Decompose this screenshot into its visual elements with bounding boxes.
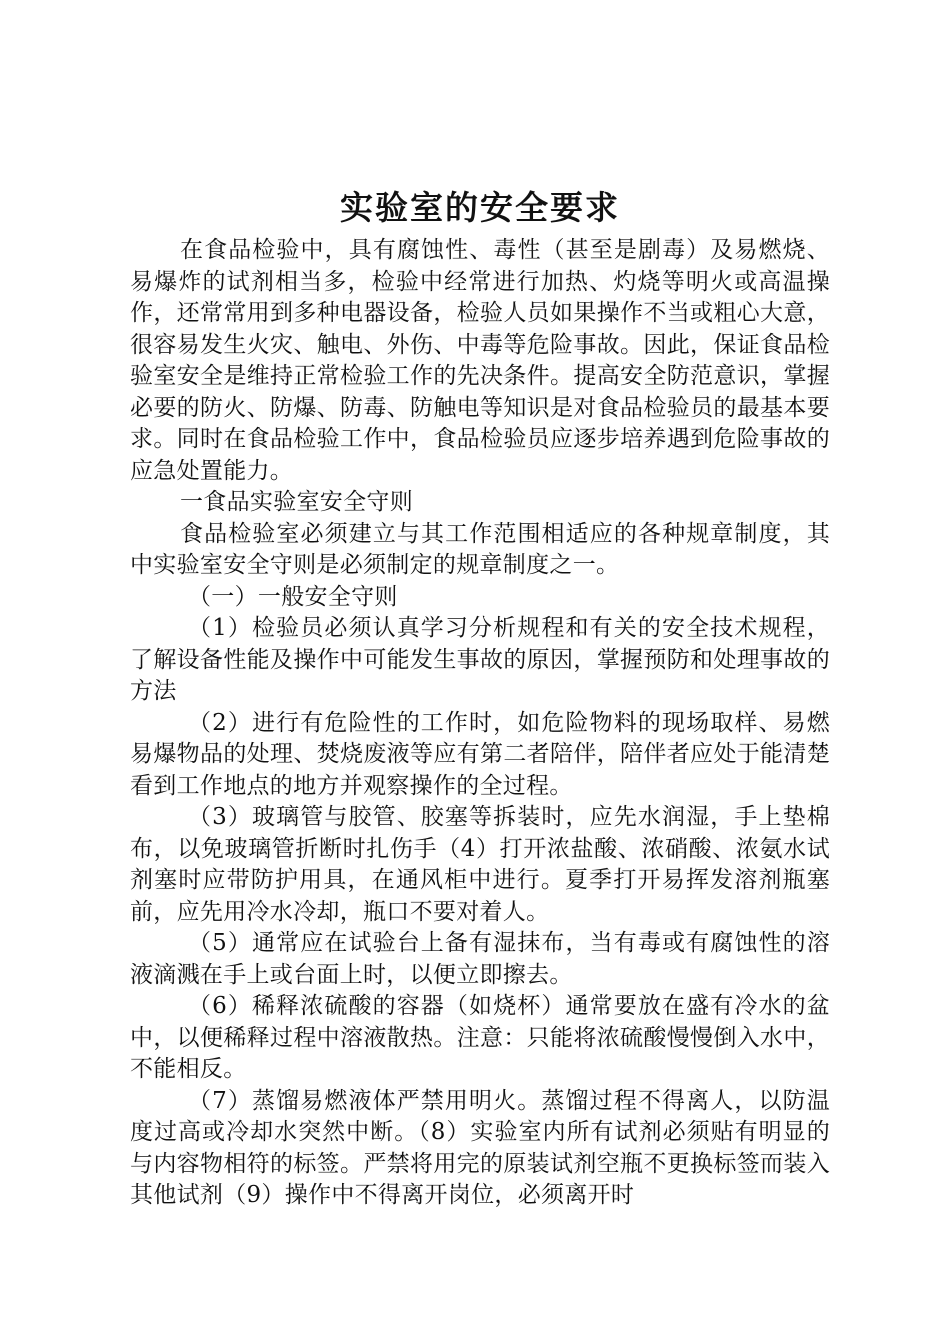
document-body — [130, 235, 830, 1212]
section-paragraph: 食品检验室必须建立与其工作范围相适应的各种规章制度，其中实验室安全守则是必须制定的规章制度之一。 — [130, 520, 830, 578]
rule-item-7-9: （7）蒸馏易燃液体严禁用明火。蒸馏过程不得离人，以防温度过高或冷却水突然中断。（8）实验室内所有试剂必须贴有明显的与内容物相符的标签。严禁将用完的原装试剂空瓶不更换标签而装入其他试剂（9）操作中不得离开岗位，必须离开时 — [130, 1087, 830, 1208]
intro-paragraph: 在食品检验中，具有腐蚀性、毒性（甚至是剧毒）及易燃烧、易爆炸的试剂相当多，检验中经常进行加热、灼烧等明火或高温操作，还常常用到多种电器设备，检验人员如果操作不当或粗心大意，很容易发生火灾、触电、外伤、中毒等危险事故。因此，保证食品检验室安全是维持正常检验工作的先决条件。提高安全防范意识，掌握必要的防火、防爆、防毒、防触电等知识是对食品检验员的最基本要求。同时在食品检验工作中，食品检验员应逐步培养遇到危险事故的应急处置能力。 — [130, 237, 830, 484]
document-title: 实验室的安全要求 — [340, 188, 620, 227]
section-heading: 一食品实验室安全守则 — [180, 489, 413, 515]
rule-item-3-4: （3）玻璃管与胶管、胶塞等拆装时，应先水润湿，手上垫棉布，以免玻璃管折断时扎伤手（4）打开浓盐酸、浓硝酸、浓氨水试剂塞时应带防护用具，在通风柜中进行。夏季打开易挥发溶剂瓶塞前，应先用冷水冷却，瓶口不要对着人。 — [130, 804, 830, 925]
rule-item-2: （2）进行有危险性的工作时，如危险物料的现场取样、易燃易爆物品的处理、焚烧废液等应有第二者陪伴，陪伴者应处于能清楚看到工作地点的地方并观察操作的全过程。 — [130, 709, 830, 799]
rule-item-1: （1）检验员必须认真学习分析规程和有关的安全技术规程，了解设备性能及操作中可能发生事故的原因，掌握预防和处理事故的方法 — [130, 615, 830, 704]
rule-item-5: （5）通常应在试验台上备有湿抹布，当有毒或有腐蚀性的溶液滴溅在手上或台面上时，以便立即擦去。 — [130, 930, 830, 988]
rule-item-6: （6）稀释浓硫酸的容器（如烧杯）通常要放在盛有冷水的盆中，以便稀释过程中溶液散热。注意：只能将浓硫酸慢慢倒入水中，不能相反。 — [130, 993, 830, 1082]
subsection-heading: （一）一般安全守则 — [188, 583, 398, 610]
